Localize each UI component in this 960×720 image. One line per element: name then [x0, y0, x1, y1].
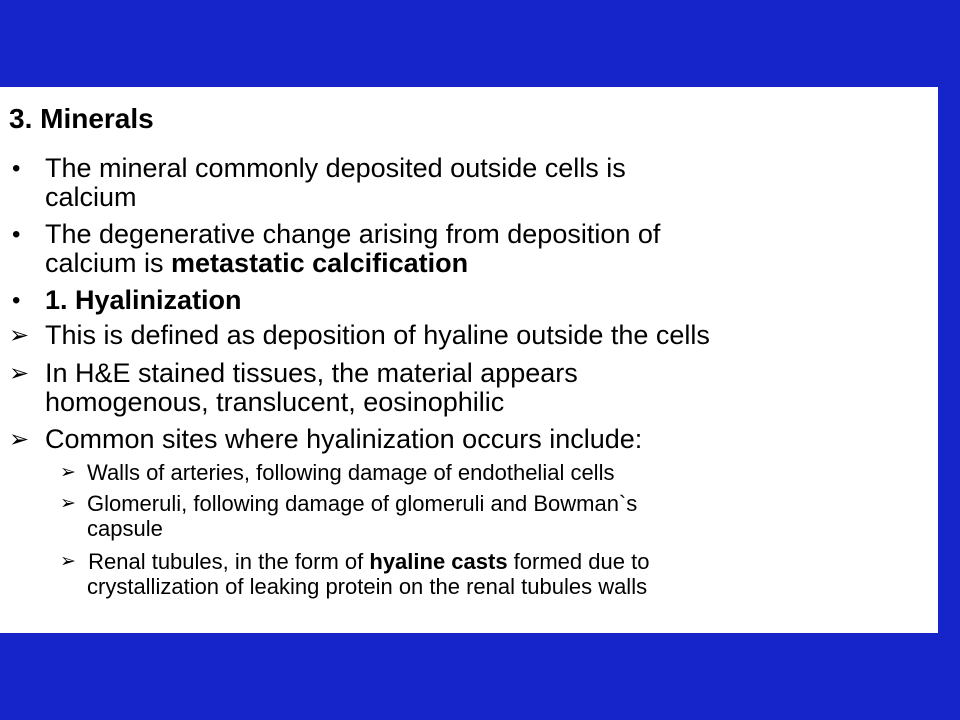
bullet-text-emphasis: metastatic calcification	[171, 248, 469, 278]
bullet-text-plain: calcium is	[45, 248, 172, 278]
arrow-item-he-stain	[9, 359, 909, 419]
arrowhead-bullet-icon: ➢	[60, 493, 76, 514]
sub-text-line-2: capsule	[87, 516, 163, 541]
bullet-item-degenerative-change	[12, 220, 912, 280]
sub-text: Walls of arteries, following damage of endothelial cells	[87, 460, 615, 485]
round-bullet-icon: •	[12, 287, 21, 314]
slide-content-panel	[0, 87, 938, 633]
bullet-text-line-2: calcium	[45, 182, 137, 212]
arrow-item-definition	[9, 321, 929, 351]
arrowhead-bullet-icon: ➢	[9, 360, 30, 387]
sub-text-line-2: crystallization of leaking protein on the renal tubules walls	[87, 574, 648, 599]
sub-text-line-1: Glomeruli, following damage of glomeruli and Bowman`s	[87, 491, 638, 516]
arrowhead-bullet-icon: ➢	[60, 551, 76, 572]
sub-item-renal-tubules	[60, 549, 920, 599]
sub-item-arteries	[60, 460, 920, 486]
bullet-item-mineral-calcium	[12, 154, 912, 214]
round-bullet-icon: •	[12, 221, 21, 248]
bullet-item-hyalinization	[12, 286, 912, 316]
arrowhead-bullet-icon: ➢	[9, 426, 30, 453]
sub-text-line-1	[82, 549, 649, 574]
sub-text-plain: formed due to	[507, 549, 650, 574]
arrowhead-bullet-icon: ➢	[60, 462, 76, 483]
bullet-text-subheading: 1. Hyalinization	[45, 285, 242, 315]
sub-text-emphasis: hyaline casts	[369, 549, 508, 574]
sub-text-plain: Renal tubules, in the form of	[82, 549, 370, 574]
arrowhead-bullet-icon: ➢	[9, 322, 30, 349]
arrow-text: This is defined as deposition of hyaline outside the cells	[45, 320, 710, 350]
slide-heading: 3. Minerals	[9, 103, 154, 134]
bullet-text-line-2	[45, 249, 468, 278]
arrow-text: Common sites where hyalinization occurs include:	[45, 424, 643, 454]
round-bullet-icon: •	[12, 155, 21, 182]
arrow-item-common-sites	[9, 425, 909, 455]
arrow-text-line-2: homogenous, translucent, eosinophilic	[45, 387, 505, 417]
arrow-text-line-1: In H&E stained tissues, the material appears	[45, 358, 578, 388]
bullet-text-line-1: The degenerative change arising from deposition of	[45, 219, 661, 249]
sub-item-glomeruli	[60, 491, 920, 541]
bullet-text-line-1: The mineral commonly deposited outside cells is	[45, 153, 626, 183]
